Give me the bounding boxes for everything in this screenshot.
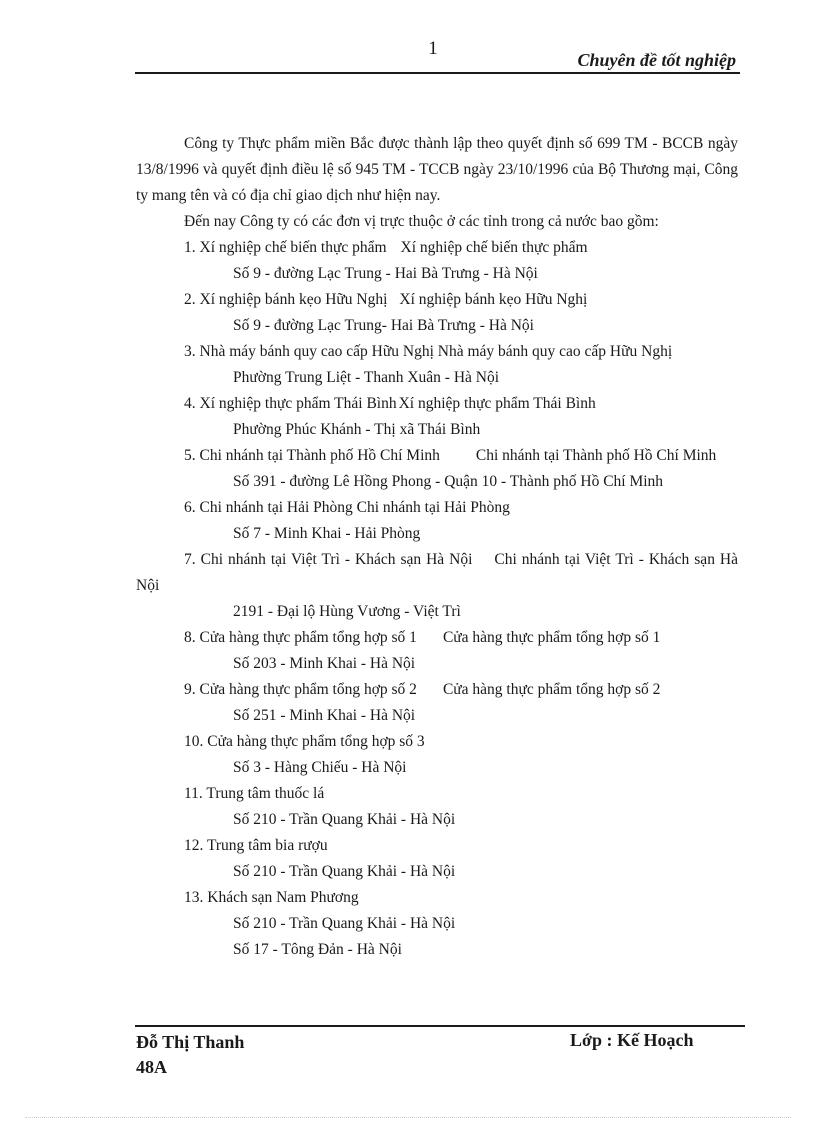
list-item (136, 339, 738, 365)
header-title: Chuyên đề tốt nghiệp (577, 50, 736, 70)
unit-name: 11. Trung tâm thuốc lá (184, 785, 325, 802)
unit-address: Số 203 - Minh Khai - Hà Nội (233, 655, 416, 672)
unit-address: Số 391 - đường Lê Hồng Phong - Quận 10 - Thành phố Hồ Chí Minh (233, 473, 664, 490)
unit-name: 13. Khách sạn Nam Phương (184, 889, 359, 906)
unit-name: 12. Trung tâm bia rượu (184, 837, 328, 854)
unit-name: 5. Chi nhánh tại Thành phố Hồ Chí Minh (184, 447, 440, 464)
list-item (136, 547, 738, 599)
document-body (136, 131, 738, 963)
list-item (136, 781, 738, 807)
footer-author (136, 1030, 244, 1080)
unit-address: Số 3 - Hàng Chiếu - Hà Nội (233, 759, 407, 776)
intro-paragraph: Công ty Thực phẩm miền Bắc được thành lập theo quyết định số 699 TM - BCCB ngày 13/8/1996 và quyết định điều lệ số 945 TM - TCCB ngày 23/10/1996 của Bộ Thương mại, Công ty mang tên và có địa chỉ giao dịch như hiện nay. (136, 135, 738, 204)
unit-alt-name: Cửa hàng thực phẩm tổng hợp số 2 (442, 681, 661, 698)
unit-address: Số 210 - Trần Quang Khải - Hà Nội (233, 863, 456, 880)
list-item (136, 833, 738, 859)
unit-address: Số 9 - đường Lạc Trung - Hai Bà Trưng - Hà Nội (233, 265, 538, 282)
unit-address: Phường Trung Liệt - Thanh Xuân - Hà Nội (233, 369, 500, 386)
unit-address: Số 7 - Minh Khai - Hải Phòng (233, 525, 421, 542)
unit-name: 2. Xí nghiệp bánh kẹo Hữu Nghị (184, 291, 388, 308)
footer-divider (135, 1025, 745, 1027)
unit-alt-name: Xí nghiệp chế biến thực phẩm (400, 239, 588, 256)
unit-name: 3. Nhà máy bánh quy cao cấp Hữu Nghị (184, 343, 434, 360)
unit-alt-name: Nhà máy bánh quy cao cấp Hữu Nghị (437, 343, 673, 360)
unit-address: Số 9 - đường Lạc Trung- Hai Bà Trưng - Hà Nội (233, 317, 534, 334)
unit-name: 6. Chi nhánh tại Hải Phòng (184, 499, 353, 516)
unit-address: Số 17 - Tông Đản - Hà Nội (233, 941, 402, 958)
unit-name: 1. Xí nghiệp chế biến thực phẩm (184, 239, 387, 256)
unit-address: Số 210 - Trần Quang Khải - Hà Nội (233, 915, 456, 932)
unit-name: 7. Chi nhánh tại Việt Trì - Khách sạn Hà Nội (184, 551, 473, 568)
unit-address: Số 210 - Trần Quang Khải - Hà Nội (233, 811, 456, 828)
author-class-code: 48A (136, 1057, 167, 1077)
unit-address: Phường Phúc Khánh - Thị xã Thái Bình (233, 421, 481, 438)
list-item (136, 677, 738, 703)
list-item (136, 495, 738, 521)
unit-name: 9. Cửa hàng thực phẩm tổng hợp số 2 (184, 681, 417, 698)
list-item (136, 235, 738, 261)
list-item (136, 625, 738, 651)
list-item (136, 729, 738, 755)
unit-list (136, 235, 738, 963)
unit-alt-name: Chi nhánh tại Hải Phòng (356, 499, 510, 516)
unit-name: 10. Cửa hàng thực phẩm tổng hợp số 3 (184, 733, 425, 750)
footer-class: Lớp : Kế Hoạch (570, 1030, 694, 1050)
page-number: 1 (428, 38, 438, 59)
unit-alt-name: Chi nhánh tại Việt Trì - Khách sạn Hà Nội (136, 551, 738, 594)
unit-address: Số 251 - Minh Khai - Hà Nội (233, 707, 416, 724)
list-item (136, 391, 738, 417)
header-divider (135, 72, 740, 74)
unit-alt-name: Chi nhánh tại Thành phố Hồ Chí Minh (475, 447, 717, 464)
intro-paragraph: Đến nay Công ty có các đơn vị trực thuộc ở các tỉnh trong cả nước bao gồm: (184, 213, 659, 230)
list-item (136, 287, 738, 313)
list-item (136, 443, 738, 469)
list-item (136, 885, 738, 911)
unit-alt-name: Cửa hàng thực phẩm tổng hợp số 1 (442, 629, 661, 646)
unit-address: 2191 - Đại lộ Hùng Vương - Việt Trì (233, 603, 461, 620)
unit-alt-name: Xí nghiệp bánh kẹo Hữu Nghị (399, 291, 588, 308)
unit-alt-name: Xí nghiệp thực phẩm Thái Bình (398, 395, 596, 412)
unit-name: 4. Xí nghiệp thực phẩm Thái Bình (184, 395, 397, 412)
page-bottom-border (25, 1117, 791, 1118)
unit-name: 8. Cửa hàng thực phẩm tổng hợp số 1 (184, 629, 417, 646)
author-name: Đỗ Thị Thanh (136, 1032, 245, 1052)
